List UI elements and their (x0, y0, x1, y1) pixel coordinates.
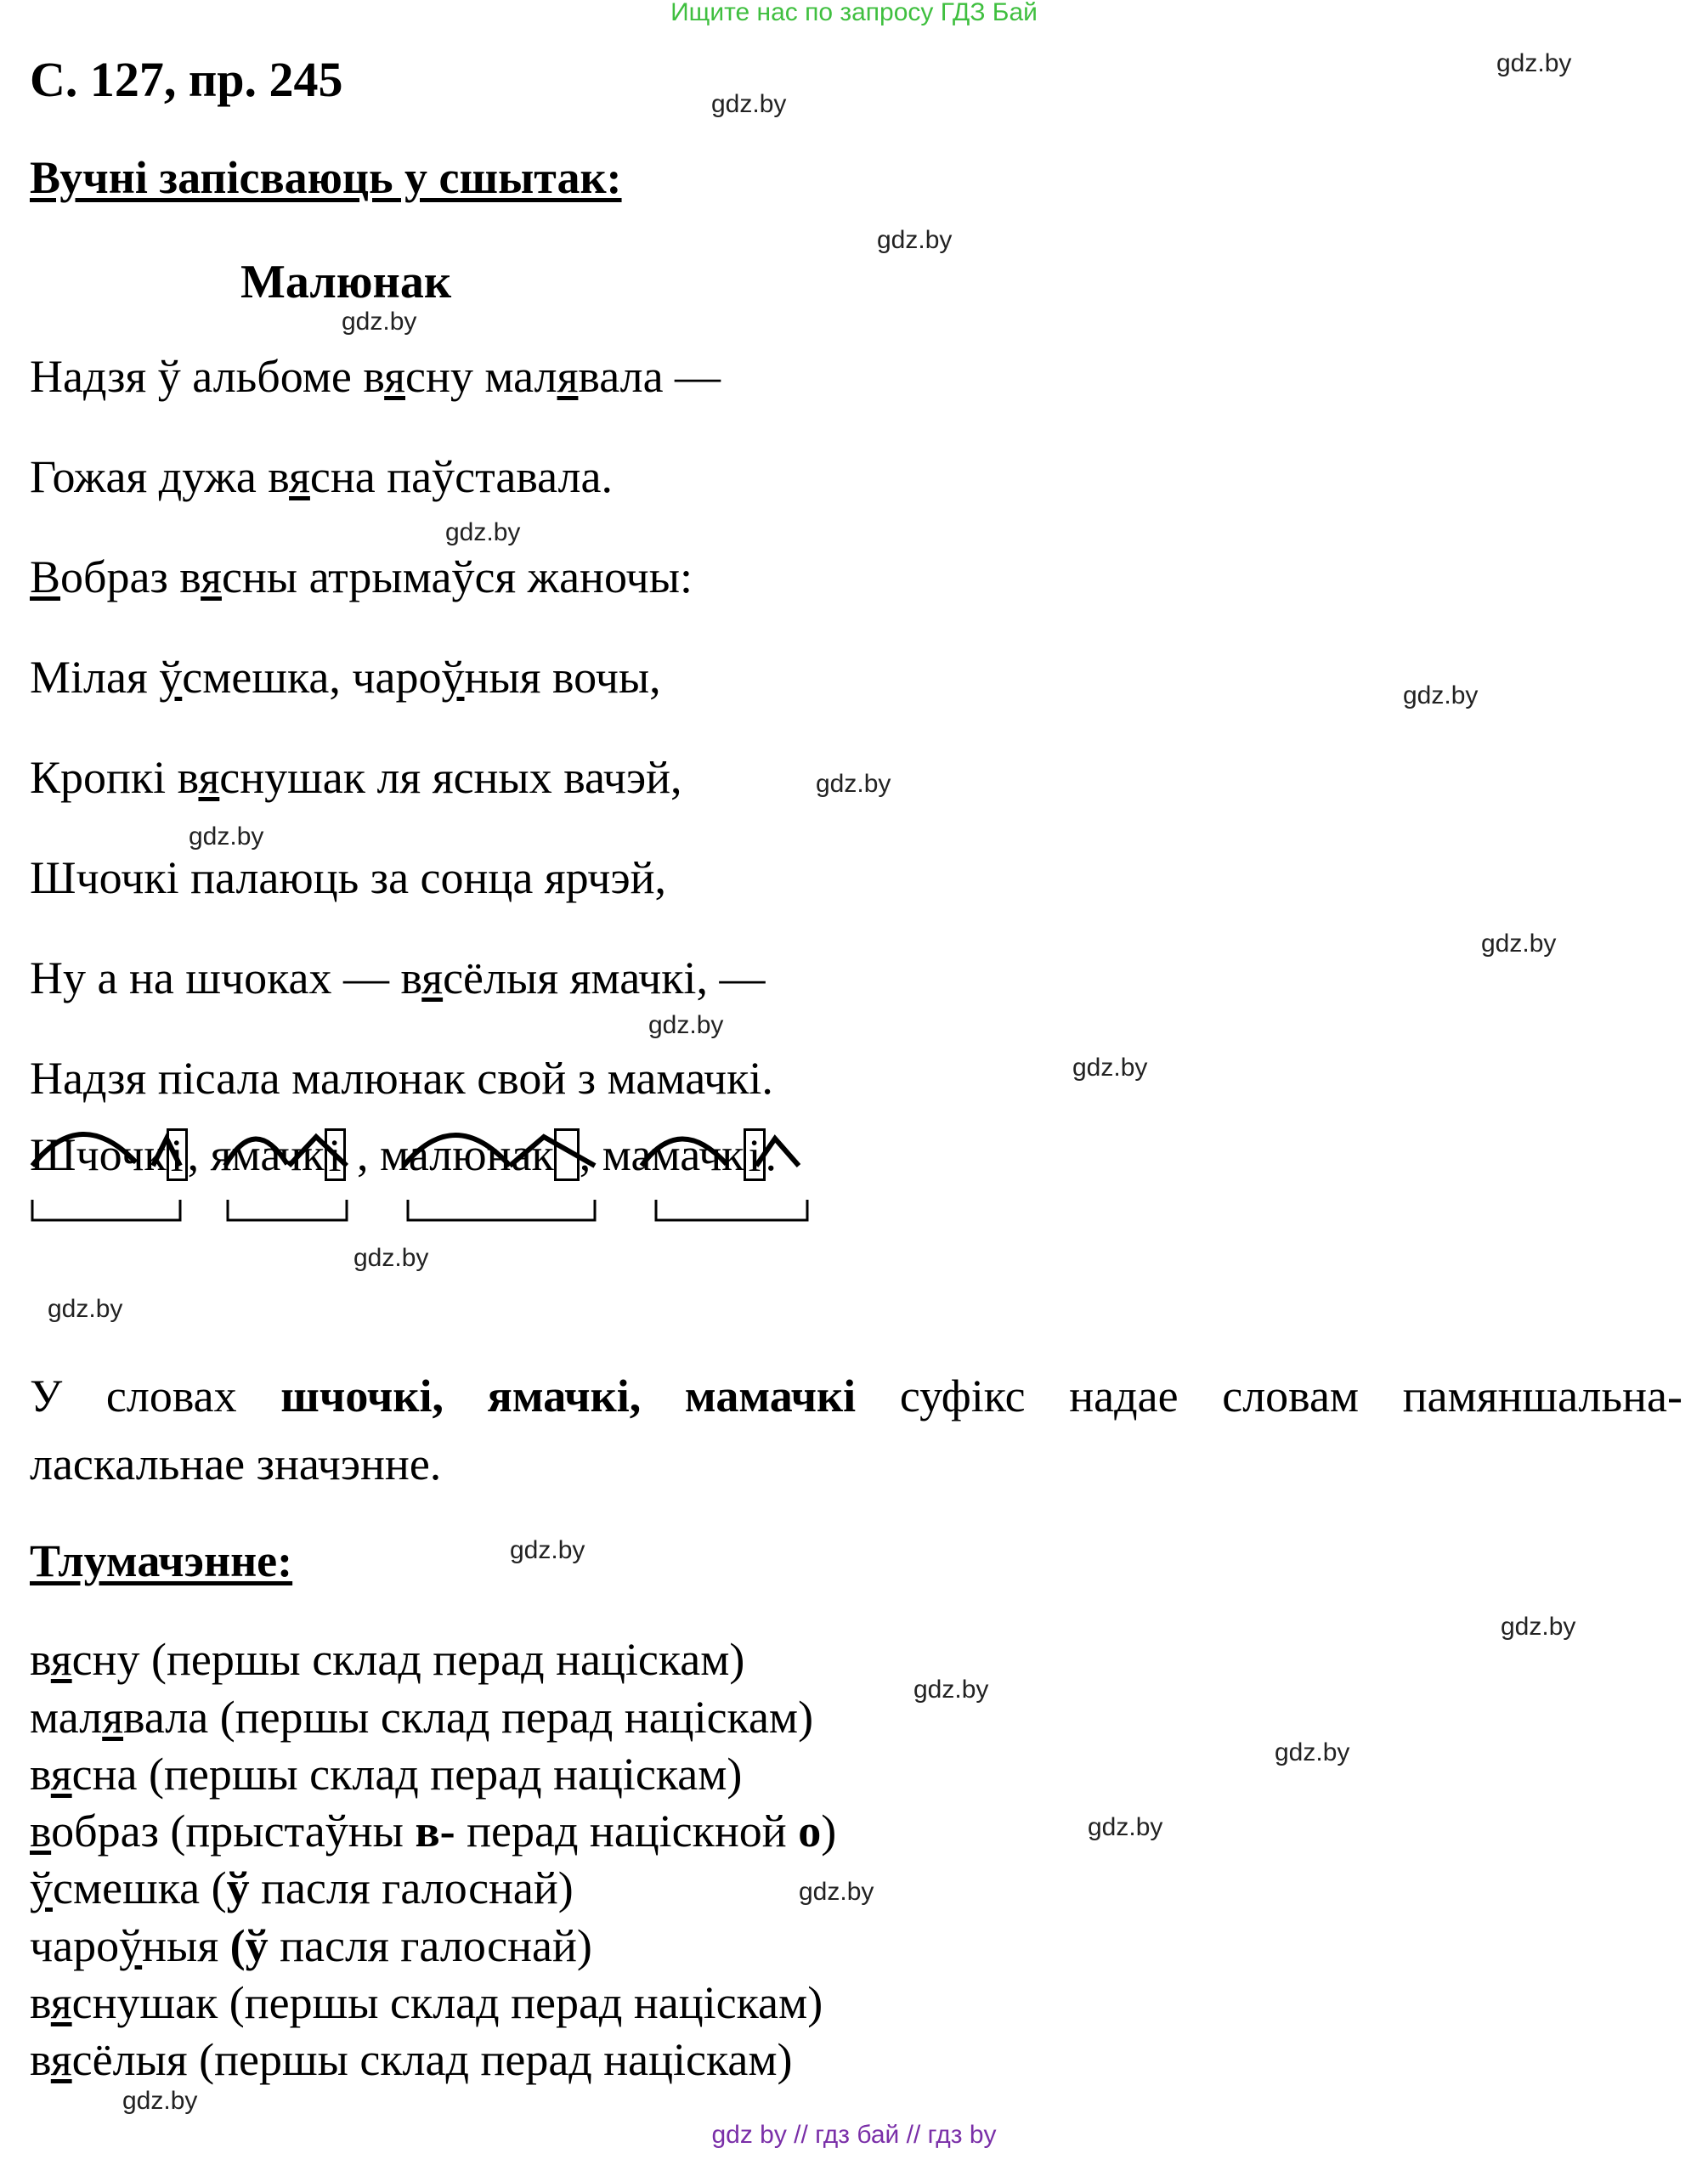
text-fragment: чаро (30, 1920, 120, 1971)
explanation-lead: У словах (30, 1371, 237, 1421)
footer-links: gdz by // гдз бай // гдз by (711, 2121, 997, 2149)
text-fragment: мал (30, 1692, 103, 1743)
watermark: gdz.by (913, 1676, 989, 1704)
underlined-letter: В (30, 551, 61, 602)
text-fragment: вала (першы склад перад націскам) (123, 1692, 814, 1743)
morph-final: . (765, 1129, 777, 1180)
suffix-caret (289, 1137, 347, 1166)
text-fragment: образ (прыстаўны (51, 1806, 416, 1857)
watermark: gdz.by (1496, 49, 1572, 77)
bold-fragment: в- (415, 1806, 455, 1857)
text-fragment: ) (821, 1806, 837, 1857)
text-fragment: сна (першы склад перад націскам) (71, 1749, 743, 1800)
underlined-letter: я (50, 1634, 72, 1685)
underlined-letter: я (421, 952, 444, 1003)
gloss-item (30, 1748, 742, 1800)
bold-fragment: о (798, 1806, 822, 1857)
watermark: gdz.by (1275, 1738, 1350, 1766)
morph-suffix: к (144, 1129, 167, 1180)
gloss-item (30, 1691, 813, 1744)
underlined-letter: я (384, 351, 405, 402)
underlined-letter: в (30, 1806, 52, 1857)
watermark: gdz.by (711, 90, 787, 118)
morph-suffix: к (302, 1129, 325, 1180)
base-bracket (656, 1200, 807, 1220)
explanation-words: шчочкі, ямачкі, мамачкі (280, 1371, 857, 1421)
watermark: gdz.by (877, 226, 953, 254)
watermark: gdz.by (48, 1295, 123, 1323)
morph-ending: і (744, 1128, 765, 1181)
page-title: С. 127, пр. 245 (30, 52, 343, 107)
underlined-letter: я (102, 1692, 124, 1743)
text-fragment: Шчочкі палаюць за сонца ярчэй, (30, 852, 667, 903)
text-fragment: сёлыя ямачкі, — (443, 952, 766, 1003)
section-heading-gloss: Тлумачэнне: (30, 1535, 293, 1586)
root-arc (404, 1135, 510, 1166)
watermark: gdz.by (799, 1878, 874, 1906)
text-fragment: ныя вочы, (464, 652, 661, 703)
text-fragment: пасля галоснай) (249, 1862, 574, 1913)
base-bracket (228, 1200, 347, 1220)
bold-fragment: (ў (229, 1920, 269, 1971)
watermark: gdz.by (189, 822, 264, 851)
morph-suffix: к (721, 1129, 744, 1180)
watermark: gdz.by (342, 308, 417, 336)
text-fragment: сну мал (405, 351, 557, 402)
suffix-caret (756, 1139, 799, 1166)
watermark: gdz.by (122, 2087, 198, 2115)
root-arc (642, 1139, 727, 1166)
base-bracket (32, 1200, 180, 1220)
watermark: gdz.by (1088, 1813, 1163, 1841)
text-fragment: снушак (першы склад перад націскам) (71, 1977, 823, 2028)
gloss-item (30, 1976, 823, 2029)
text-fragment: в (30, 2034, 51, 2085)
text-fragment: вала — (578, 351, 721, 402)
text-fragment: смешка, чаро (182, 652, 442, 703)
underlined-letter: я (50, 1977, 72, 2028)
watermark: gdz.by (1481, 930, 1557, 958)
gloss-item (30, 2033, 793, 2086)
poem-title: Малюнак (240, 256, 452, 308)
base-bracket (408, 1200, 595, 1220)
watermark: gdz.by (1501, 1613, 1576, 1641)
morph-root: мамач (602, 1129, 722, 1180)
text-fragment: Мілая (30, 652, 160, 703)
text-fragment: смешка ( (53, 1862, 227, 1913)
watermark: gdz.by (353, 1244, 429, 1272)
morph-separator: , (357, 1129, 369, 1180)
gloss-item (30, 1862, 574, 1914)
section-heading-write: Вучні запісваюць у сшытак: (30, 152, 622, 203)
morph-ending: і (167, 1128, 188, 1181)
underlined-letter: ў (30, 1862, 53, 1913)
text-fragment: сну (першы склад перад націскам) (71, 1634, 745, 1685)
explanation-paragraph (30, 1362, 1683, 1498)
watermark: gdz.by (648, 1011, 724, 1039)
underlined-letter: я (198, 752, 220, 803)
top-banner: Ищите нас по запросу ГДЗ Бай (670, 0, 1038, 26)
root-arc (32, 1134, 136, 1166)
underlined-letter: я (201, 551, 222, 602)
underlined-letter: ў (441, 652, 465, 703)
text-fragment: ныя (142, 1920, 230, 1971)
watermark: gdz.by (510, 1536, 585, 1564)
text-fragment: Надзя ў альбоме в (30, 351, 385, 402)
text-fragment: Гожая дужа в (30, 451, 290, 502)
text-fragment: сны атрымаўся жаночы: (221, 551, 693, 602)
watermark: gdz.by (816, 770, 891, 798)
text-fragment: в (30, 1977, 51, 2028)
watermark: gdz.by (1403, 681, 1479, 709)
gloss-item (30, 1633, 744, 1686)
underlined-letter: я (289, 451, 310, 502)
bold-fragment: ў (226, 1862, 250, 1913)
text-fragment: в (30, 1749, 51, 1800)
underlined-letter: ў (119, 1920, 143, 1971)
underlined-letter: я (50, 1749, 72, 1800)
morph-ending: і (325, 1128, 346, 1181)
underlined-letter: я (50, 2034, 72, 2085)
underlined-letter: ў (159, 652, 183, 703)
morph-root: ямач (210, 1129, 303, 1180)
explanation-text-1: суфікс надае словам памяншальна- (899, 1371, 1683, 1421)
morph-separator: , (579, 1129, 591, 1180)
text-fragment: пасля галоснай) (268, 1920, 592, 1971)
text-fragment: в (30, 1634, 51, 1685)
morph-root: Шчоч (30, 1129, 144, 1180)
text-fragment: Ну а на шчоках — в (30, 952, 422, 1003)
watermark: gdz.by (445, 518, 521, 546)
text-fragment: Надзя пісала малюнак свой з мамачкі. (30, 1053, 773, 1104)
suffix-caret (510, 1137, 595, 1166)
explanation-text-2: ласкальнае значэнне. (30, 1438, 442, 1489)
explanation-line-1 (30, 1362, 1683, 1430)
gloss-item (30, 1805, 836, 1857)
text-fragment: перад націскной (455, 1806, 799, 1857)
underlined-letter: я (557, 351, 579, 402)
text-fragment: образ в (60, 551, 201, 602)
text-fragment: Кропкі в (30, 752, 199, 803)
text-fragment: снушак ля ясных вачэй, (219, 752, 682, 803)
suffix-caret (153, 1139, 180, 1166)
morph-root: малюнак (380, 1129, 554, 1180)
watermark: gdz.by (1072, 1054, 1148, 1082)
text-fragment: сёлыя (першы склад перад націскам) (71, 2034, 793, 2085)
morph-separator: , (187, 1129, 200, 1180)
root-arc (225, 1139, 287, 1166)
gloss-item (30, 1919, 592, 1972)
text-fragment: сна паўставала. (309, 451, 613, 502)
